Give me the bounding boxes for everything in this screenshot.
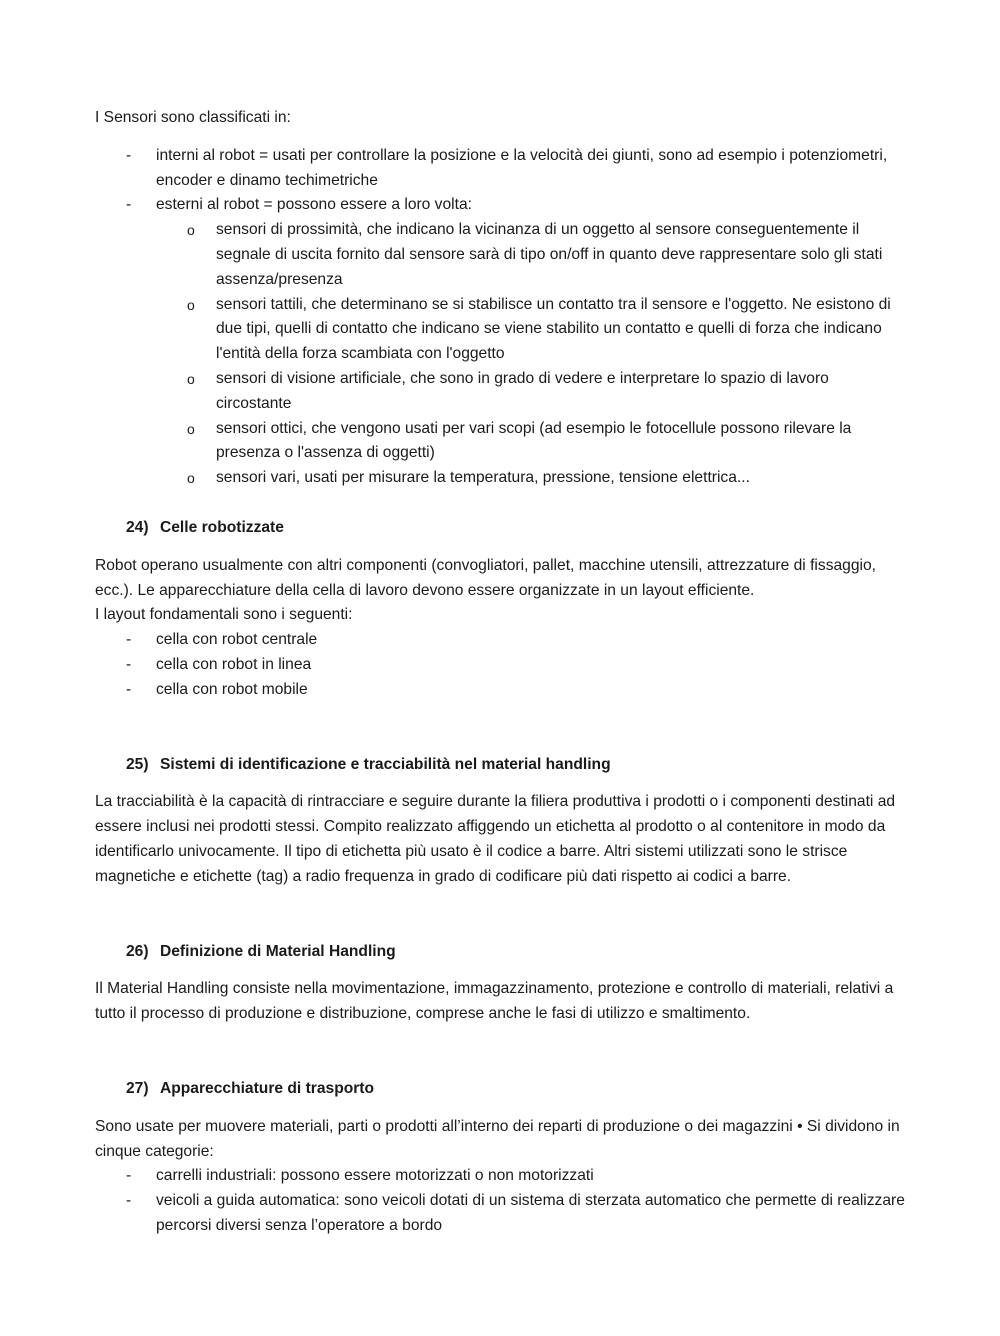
dash-marker: -	[126, 680, 132, 698]
dash-marker: -	[126, 196, 132, 214]
section-heading-26	[95, 940, 907, 965]
list-item	[95, 678, 907, 703]
list-item-text: veicoli a guida automatica: sono veicoli dotati di un sistema di sterzata automatico che permette di realizzare percorsi diversi senza l’operatore a bordo	[156, 1192, 905, 1234]
dash-marker: -	[126, 655, 132, 673]
list-item	[156, 367, 907, 417]
section-title: Celle robotizzate	[160, 518, 284, 536]
list-item	[95, 1164, 907, 1189]
list-item-text: sensori vari, usati per misurare la temperatura, pressione, tensione elettrica...	[216, 469, 750, 487]
list-item	[95, 628, 907, 653]
list-item	[95, 653, 907, 678]
intro-paragraph: I Sensori sono classificati in:	[95, 109, 291, 126]
section-title: Sistemi di identificazione e tracciabilità nel material handling	[160, 755, 611, 773]
circle-marker: o	[187, 296, 195, 313]
document-page	[95, 106, 907, 1239]
section-paragraph: Robot operano usualmente con altri componenti (convogliatori, pallet, macchine utensili, attrezzature di fissaggio, ecc.). Le apparecchiature della cella di lavoro devono essere organizzate in un layout efficiente.	[95, 556, 876, 599]
list-item-text: interni al robot = usati per controllare la posizione e la velocità dei giunti, sono ad esempio i potenziometri, encoder e dinamo techimetriche	[156, 146, 888, 189]
list-item	[156, 293, 907, 367]
list-item-text: cella con robot in linea	[156, 655, 312, 673]
section-heading-27	[95, 1077, 907, 1102]
list-item-text: sensori tattili, che determinano se si stabilisce un contatto tra il sensore e l'oggetto. Ne esistono di due tipi, quelli di contatto che indicano se viene stabilito un contatto e quelli di forza che indicano l'entità della forza scambiata con l'oggetto	[216, 295, 891, 363]
section-heading-25	[95, 753, 907, 778]
list-item-text: sensori di prossimità, che indicano la vicinanza di un oggetto al sensore conseguentemente il segnale di uscita fornito dal sensore sarà di tipo on/off in quanto deve rappresentare solo gli stati assenza/presenza	[216, 221, 883, 288]
section-number: 25)	[126, 755, 149, 773]
list-item	[95, 193, 907, 491]
section-paragraph: La tracciabilità è la capacità di rintracciare e seguire durante la filiera produttiva i prodotti o i componenti destinati ad essere inclusi nei prodotti stessi. Compito realizzato affiggendo un etichetta al prodotto o al contenitore in modo da identificarlo univocamente. Il tipo di etichetta più usato è il codice a barre. Altri sistemi utilizzati sono le strisce magnetiche e etichette (tag) a radio frequenza in grado di codificare più dati rispetto ai codici a barre.	[95, 793, 896, 885]
circle-marker: o	[187, 370, 195, 387]
dash-marker: -	[126, 146, 132, 164]
circle-marker: o	[187, 470, 195, 487]
list-item-text: carrelli industriali: possono essere motorizzati o non motorizzati	[156, 1167, 594, 1185]
section-paragraph: Il Material Handling consiste nella movimentazione, immagazzinamento, protezione e controllo di materiali, relativi a tutto il processo di produzione e distribuzione, comprese anche le fasi di utilizzo e smaltimento.	[95, 980, 894, 1023]
section-paragraph: Sono usate per muovere materiali, parti o prodotti all’interno dei reparti di produzione o dei magazzini • Si dividono in cinque categorie:	[95, 1117, 900, 1160]
section-paragraph: I layout fondamentali sono i seguenti:	[95, 606, 353, 624]
list-item	[95, 1189, 907, 1239]
section-heading-24	[95, 516, 907, 541]
list-item-text: sensori ottici, che vengono usati per vari scopi (ad esempio le fotocellule possono rilevare la presenza o l'assenza di oggetti)	[216, 419, 852, 462]
dash-marker: -	[126, 631, 132, 649]
list-item	[95, 144, 907, 194]
list-item-text: cella con robot centrale	[156, 631, 318, 649]
dash-marker: -	[126, 1167, 132, 1185]
layout-list	[95, 628, 907, 702]
external-sensor-list	[156, 218, 907, 491]
list-item	[156, 218, 907, 292]
transport-list	[95, 1164, 907, 1238]
circle-marker: o	[187, 222, 195, 239]
section-number: 24)	[126, 518, 149, 536]
list-item	[156, 466, 907, 491]
list-item-text: sensori di visione artificiale, che sono in grado di vedere e interpretare lo spazio di lavoro circostante	[216, 369, 829, 412]
list-item-text: cella con robot mobile	[156, 680, 308, 698]
section-number: 27)	[126, 1079, 149, 1097]
section-title: Definizione di Material Handling	[160, 942, 396, 960]
list-item-text: esterni al robot = possono essere a loro volta:	[156, 196, 472, 214]
section-title: Apparecchiature di trasporto	[160, 1079, 375, 1097]
list-item	[156, 417, 907, 467]
circle-marker: o	[187, 420, 195, 437]
section-number: 26)	[126, 942, 149, 960]
sensor-list	[95, 144, 907, 491]
dash-marker: -	[126, 1192, 132, 1210]
